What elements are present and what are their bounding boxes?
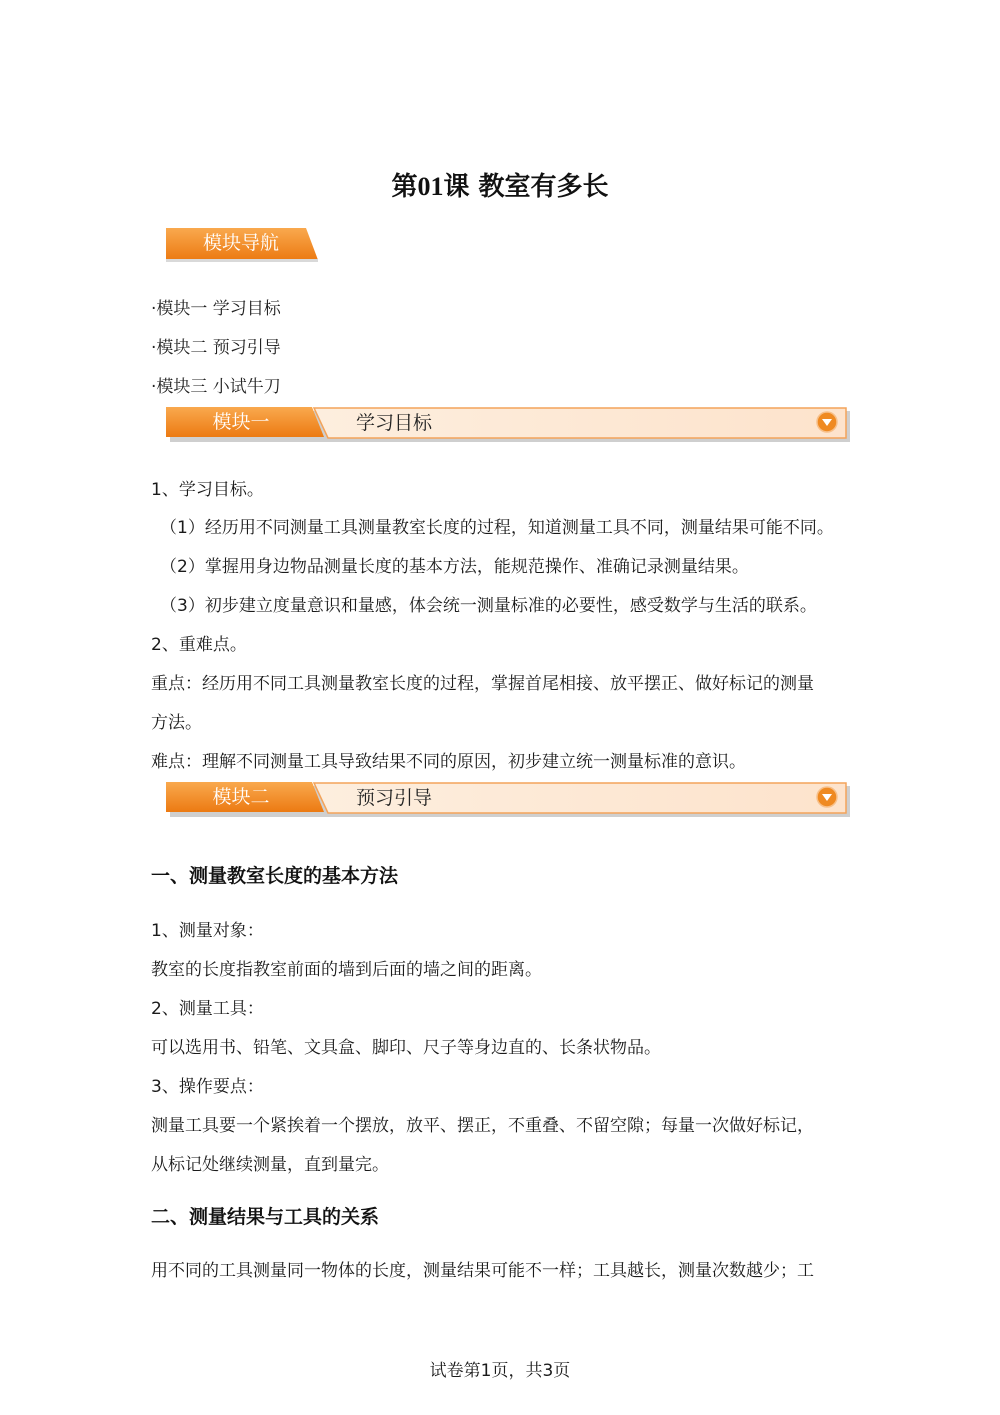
operation-label: 3、操作要点： bbox=[151, 1077, 264, 1097]
measure-object-text: 教室的长度指教室前面的墙到后面的墙之间的距离。 bbox=[151, 960, 542, 980]
goal-item-1: （1）经历用不同测量工具测量教室长度的过程，知道测量工具不同，测量结果可能不同。 bbox=[160, 518, 834, 538]
measure-tool-text: 可以选用书、铅笔、文具盒、脚印、尺子等身边直的、长条状物品。 bbox=[151, 1038, 661, 1058]
module1-name: 学习目标 bbox=[356, 412, 433, 434]
title-prefix: 第 bbox=[391, 172, 418, 202]
page-title bbox=[0, 166, 1000, 203]
goal-item-2: （2）掌握用身边物品测量长度的基本方法，能规范操作、准确记录测量结果。 bbox=[160, 557, 749, 577]
module1-tag: 模块一 bbox=[212, 411, 270, 433]
module2-tag: 模块二 bbox=[212, 786, 270, 808]
chevron-down-circle-icon[interactable] bbox=[816, 786, 838, 808]
toc-item-3[interactable]: ·模块三 小试牛刀 bbox=[151, 377, 281, 397]
module-nav-tab bbox=[166, 228, 318, 262]
module2-banner bbox=[166, 782, 852, 818]
title-text: 课 教室有多长 bbox=[443, 172, 609, 202]
page-footer: 试卷第1页，共3页 bbox=[429, 1361, 571, 1381]
key-point-line2: 方法。 bbox=[151, 713, 202, 733]
measure-tool-label: 2、测量工具： bbox=[151, 999, 264, 1019]
title-number: 01 bbox=[417, 172, 444, 201]
operation-line2: 从标记处继续测量，直到量完。 bbox=[151, 1155, 389, 1175]
toc-item-2[interactable]: ·模块二 预习引导 bbox=[151, 338, 281, 358]
module2-name: 预习引导 bbox=[356, 787, 433, 809]
chevron-down-circle-icon[interactable] bbox=[816, 411, 838, 433]
difficulty-point: 难点：理解不同测量工具导致结果不同的原因，初步建立统一测量标准的意识。 bbox=[151, 752, 746, 772]
module1-banner bbox=[166, 407, 852, 443]
section2-heading: 二、测量结果与工具的关系 bbox=[151, 1206, 380, 1228]
toc-item-1[interactable]: ·模块一 学习目标 bbox=[151, 299, 281, 319]
section1-heading: 一、测量教室长度的基本方法 bbox=[151, 865, 399, 887]
key-heading: 2、重难点。 bbox=[151, 635, 247, 655]
operation-line1: 测量工具要一个紧挨着一个摆放，放平、摆正，不重叠、不留空隙；每量一次做好标记， bbox=[151, 1116, 814, 1136]
module-nav-label: 模块导航 bbox=[202, 232, 279, 254]
measure-object-label: 1、测量对象： bbox=[151, 921, 264, 941]
section2-line1: 用不同的工具测量同一物体的长度，测量结果可能不一样；工具越长，测量次数越少；工 bbox=[151, 1261, 814, 1281]
key-point-line1: 重点：经历用不同工具测量教室长度的过程，掌握首尾相接、放平摆正、做好标记的测量 bbox=[151, 674, 814, 694]
goal-item-3: （3）初步建立度量意识和量感，体会统一测量标准的必要性，感受数学与生活的联系。 bbox=[160, 596, 817, 616]
goals-heading: 1、学习目标。 bbox=[151, 480, 264, 500]
